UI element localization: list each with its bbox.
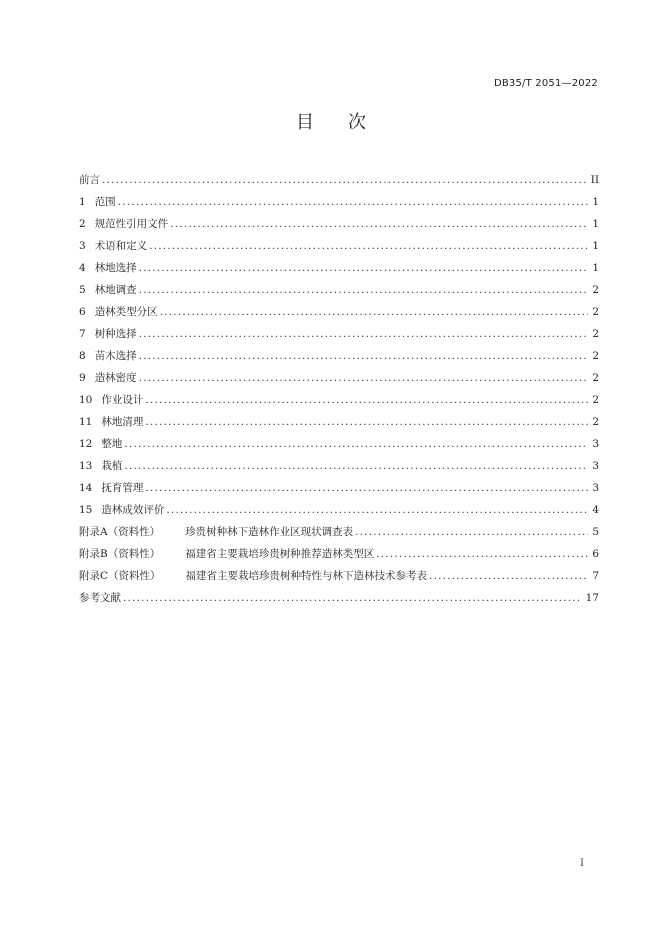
toc-entry[interactable] <box>79 169 599 191</box>
table-of-contents <box>79 169 599 609</box>
toc-leader <box>145 389 588 411</box>
toc-entry-number: 7 <box>79 328 86 340</box>
toc-entry-number: 1 <box>79 196 86 208</box>
toc-entry-label: 规范性引用文件 <box>94 218 169 230</box>
toc-leader <box>355 521 588 543</box>
toc-entry-page: 2 <box>592 350 599 362</box>
toc-entry-page: 1 <box>592 218 599 230</box>
toc-entry[interactable] <box>79 257 599 279</box>
toc-entry-label: 整地 <box>101 438 123 450</box>
toc-entry-page: 6 <box>592 548 599 560</box>
toc-leader <box>102 169 587 191</box>
toc-entry-label: 珍贵树种林下造林作业区现状调查表 <box>185 526 354 538</box>
toc-entry-appendix[interactable] <box>79 521 599 543</box>
toc-entry-page: 7 <box>592 570 599 582</box>
toc-entry-label: 林地选择 <box>94 262 137 274</box>
toc-leader <box>139 257 589 279</box>
toc-entry-number: 10 <box>79 394 93 406</box>
toc-entry-page: 3 <box>592 460 599 472</box>
toc-entry-label: 林地调查 <box>94 284 137 296</box>
toc-leader <box>166 499 588 521</box>
page-number: I <box>580 858 584 869</box>
toc-entry-page: 2 <box>592 394 599 406</box>
toc-leader <box>118 191 589 213</box>
toc-leader <box>139 323 589 345</box>
toc-entry[interactable] <box>79 455 599 477</box>
toc-entry-number: 12 <box>79 438 93 450</box>
toc-leader <box>170 213 588 235</box>
toc-entry-number: 5 <box>79 284 86 296</box>
toc-entry-page: 1 <box>592 240 599 252</box>
toc-entry[interactable] <box>79 411 599 433</box>
toc-entry[interactable] <box>79 279 599 301</box>
toc-entry-appendix[interactable] <box>79 565 599 587</box>
toc-entry-page: 4 <box>592 504 599 516</box>
toc-entry-number: 13 <box>79 460 93 472</box>
toc-entry-page: 2 <box>592 328 599 340</box>
toc-entry-page: 2 <box>592 372 599 384</box>
toc-entry[interactable] <box>79 191 599 213</box>
toc-entry-page: 2 <box>592 416 599 428</box>
toc-entry-label: 抚育管理 <box>101 482 144 494</box>
toc-entry-label: 范围 <box>94 196 116 208</box>
toc-leader <box>124 433 588 455</box>
toc-entry-number: 附录C（资料性） <box>79 570 161 582</box>
toc-entry-number: 11 <box>79 416 93 428</box>
toc-entry[interactable] <box>79 301 599 323</box>
toc-entry-label: 造林密度 <box>94 372 137 384</box>
toc-entry-label: 参考文献 <box>79 592 121 604</box>
page-title <box>0 108 662 134</box>
toc-entry-label: 苗木选择 <box>94 350 137 362</box>
toc-entry[interactable] <box>79 367 599 389</box>
toc-entry-page: 3 <box>592 438 599 450</box>
toc-entry-label: 福建省主要栽培珍贵树种特性与林下造林技术参考表 <box>185 570 428 582</box>
toc-entry-number: 2 <box>79 218 86 230</box>
toc-entry-label: 栽植 <box>101 460 123 472</box>
title-char-2: 次 <box>348 112 366 133</box>
toc-leader <box>429 565 588 587</box>
toc-leader <box>124 455 588 477</box>
toc-entry-label: 造林成效评价 <box>101 504 165 516</box>
toc-entry[interactable] <box>79 433 599 455</box>
toc-entry[interactable] <box>79 587 599 609</box>
toc-leader <box>145 477 588 499</box>
toc-entry-number: 4 <box>79 262 86 274</box>
toc-entry-page: 2 <box>592 284 599 296</box>
toc-entry-label: 术语和定义 <box>94 240 148 252</box>
toc-leader <box>139 279 589 301</box>
toc-entry-number: 附录A（资料性） <box>79 526 161 538</box>
toc-entry[interactable] <box>79 213 599 235</box>
toc-entry-page: 1 <box>592 196 599 208</box>
toc-entry-number: 15 <box>79 504 93 516</box>
toc-leader <box>139 367 589 389</box>
toc-entry-label: 作业设计 <box>101 394 144 406</box>
document-code: DB35/T 2051—2022 <box>493 78 598 89</box>
toc-entry[interactable] <box>79 389 599 411</box>
toc-entry[interactable] <box>79 499 599 521</box>
toc-leader <box>376 543 588 565</box>
toc-entry-appendix[interactable] <box>79 543 599 565</box>
toc-leader <box>139 345 589 367</box>
toc-entry-number: 14 <box>79 482 93 494</box>
toc-entry-page: 17 <box>585 592 599 604</box>
toc-entry-label: 林地清理 <box>101 416 144 428</box>
toc-entry[interactable] <box>79 323 599 345</box>
toc-entry-page: 1 <box>592 262 599 274</box>
toc-entry-label: 树种选择 <box>94 328 137 340</box>
toc-entry-label: 造林类型分区 <box>94 306 158 318</box>
toc-leader <box>145 411 588 433</box>
toc-entry-number: 6 <box>79 306 86 318</box>
toc-entry-page: 5 <box>592 526 599 538</box>
toc-leader <box>123 587 582 609</box>
toc-entry[interactable] <box>79 477 599 499</box>
title-char-1: 目 <box>296 112 314 133</box>
toc-entry-label: 福建省主要栽培珍贵树种推荐造林类型区 <box>185 548 375 560</box>
toc-entry-page: 3 <box>592 482 599 494</box>
toc-leader <box>149 235 588 257</box>
toc-entry-number: 8 <box>79 350 86 362</box>
toc-entry-page: II <box>590 174 599 186</box>
toc-entry[interactable] <box>79 235 599 257</box>
toc-entry-number: 附录B（资料性） <box>79 548 161 560</box>
toc-entry-page: 2 <box>592 306 599 318</box>
toc-entry-number: 3 <box>79 240 86 252</box>
toc-leader <box>160 301 589 323</box>
toc-entry[interactable] <box>79 345 599 367</box>
toc-entry-number: 9 <box>79 372 86 384</box>
toc-entry-label: 前言 <box>79 174 100 186</box>
